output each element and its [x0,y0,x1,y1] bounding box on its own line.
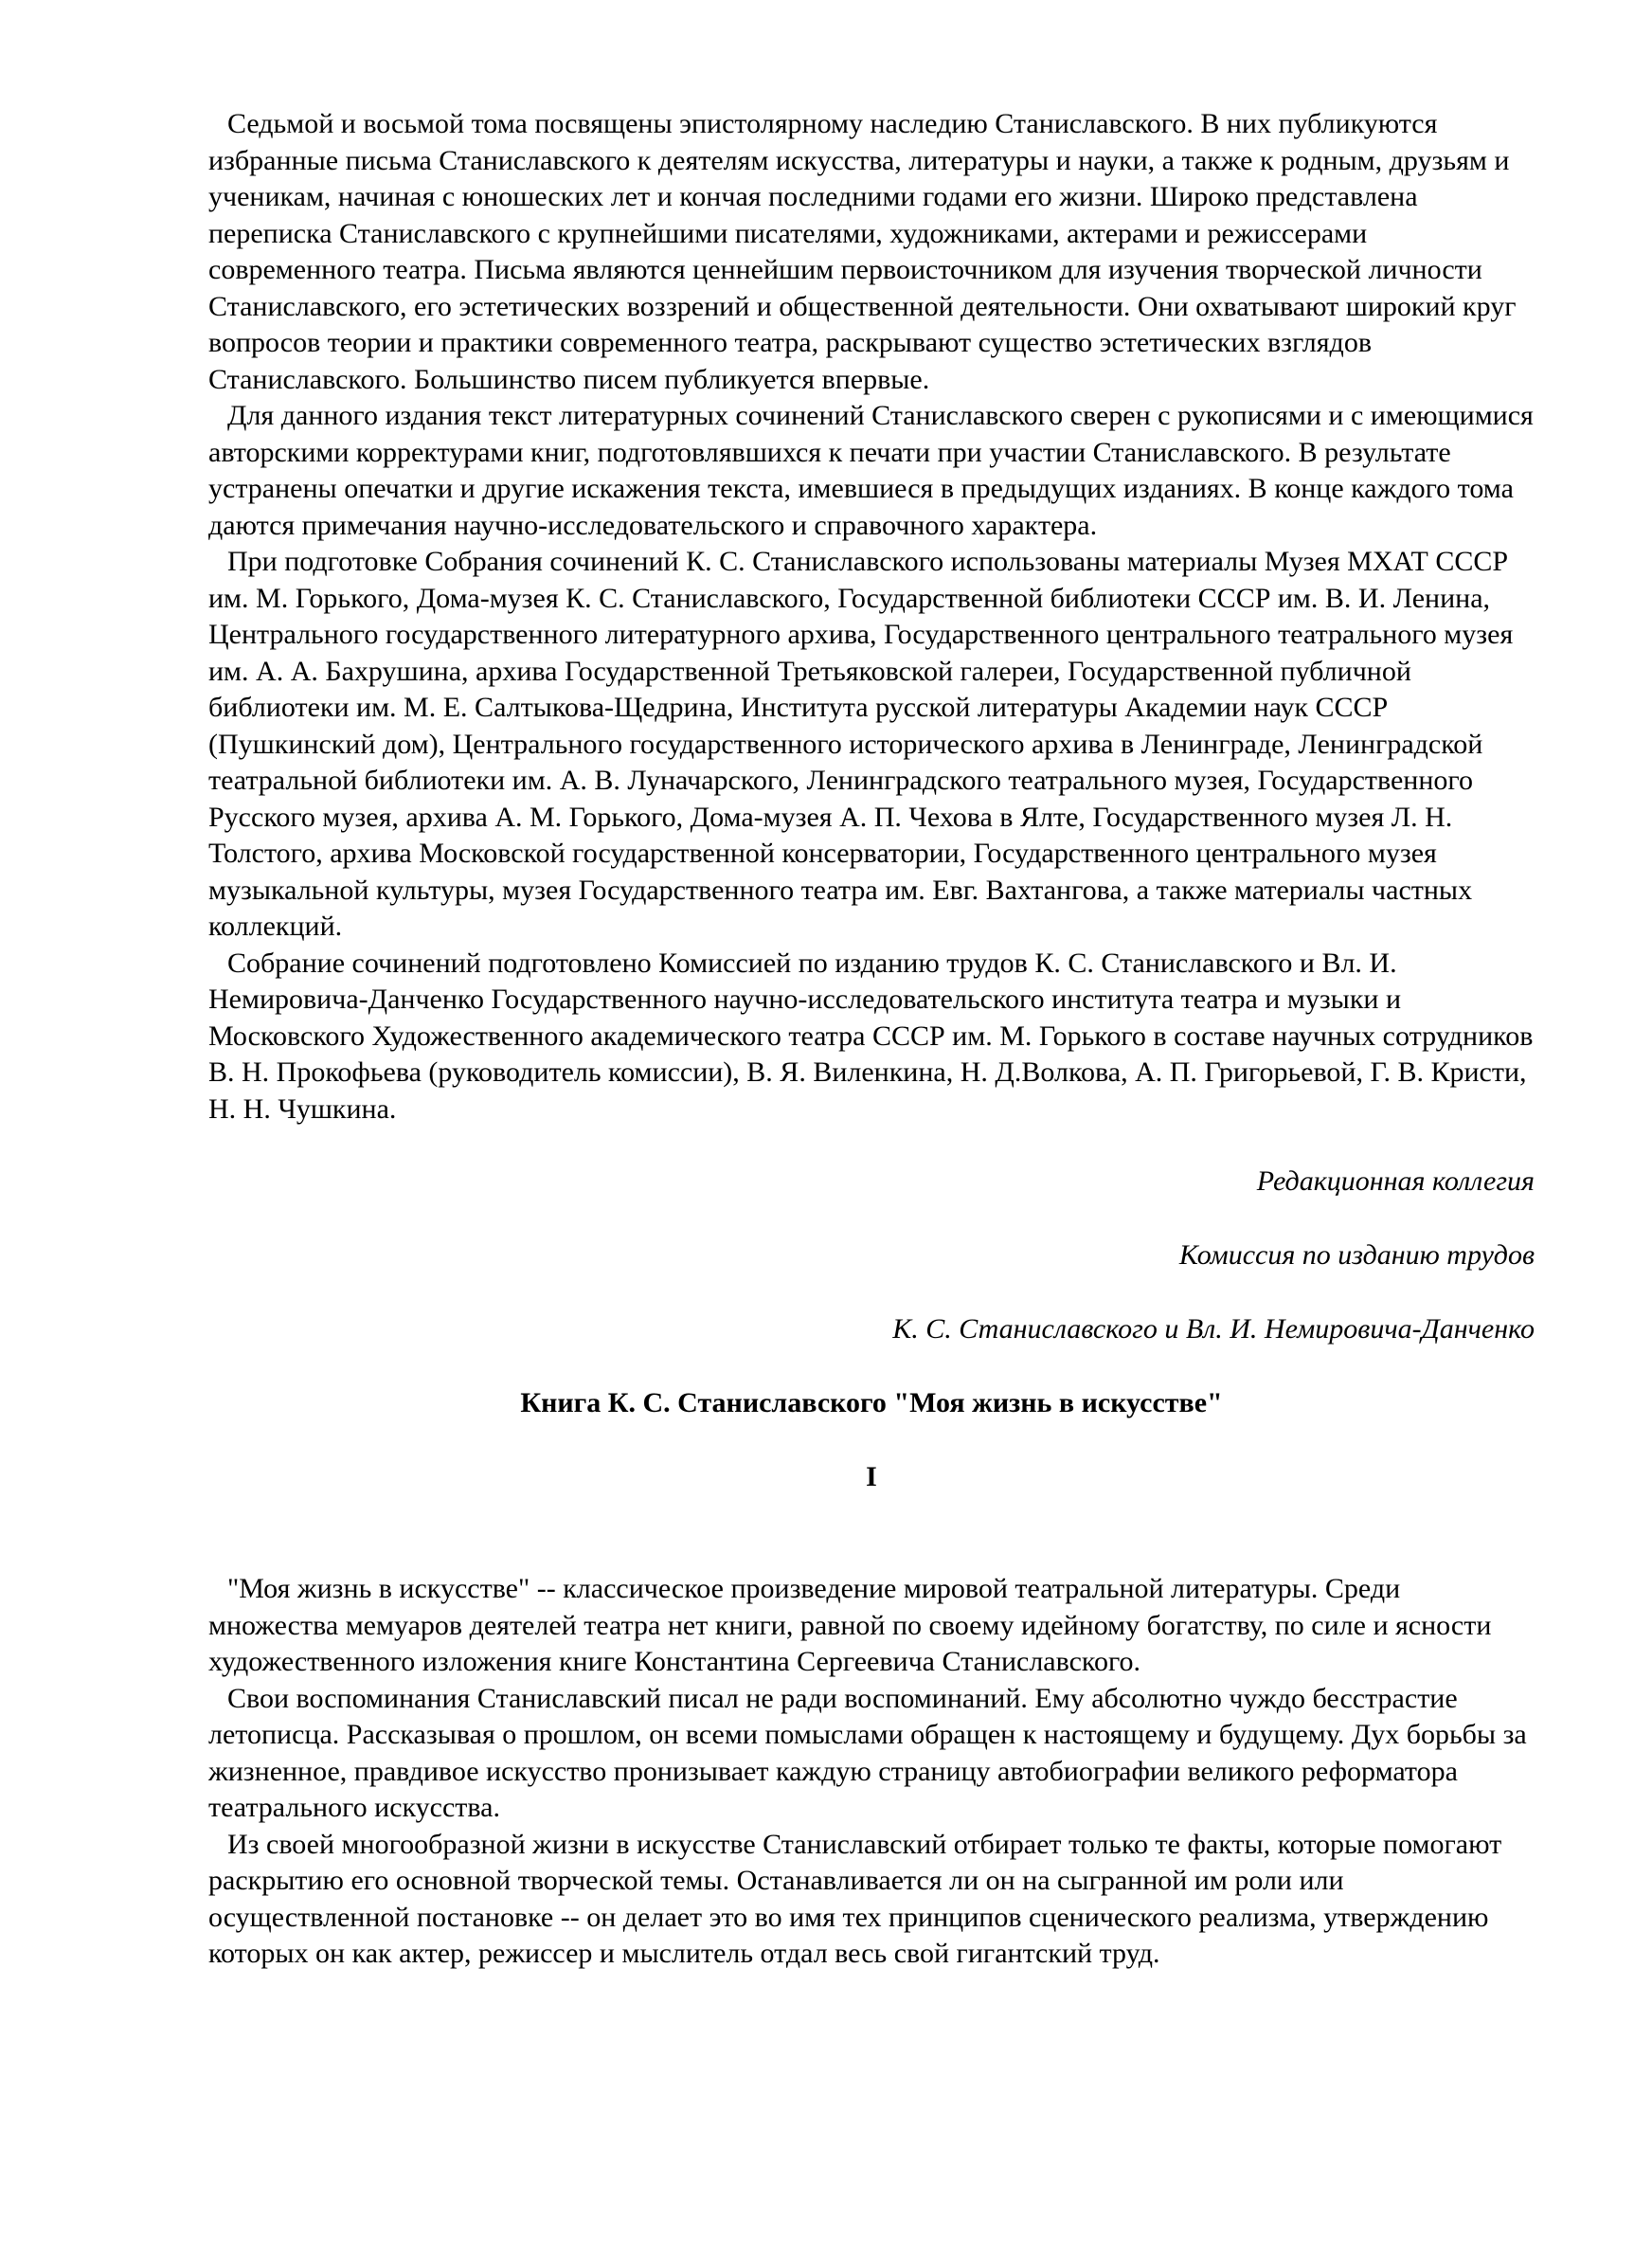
section-spacer [208,1495,1535,1571]
signature-commission: Комиссия по изданию трудов [1178,1239,1535,1271]
paragraph-text-verification: Для данного издания текст литературных сочинений Станиславского сверен с рукописями и с имеющимися авторскими корректурами книг, подготовлявшихся к печати при участии Станиславского. В результате устранены опечатки и другие искажения текста, имевшиеся в предыдущих изданиях. В конце каждого тома даются примечания научно-исследовательского и справочного характера. [208,400,1534,541]
paragraph-selected-facts: Из своей многообразной жизни в искусстве Станиславский отбирает только те факты, которые помогают раскрытию его основной творческой темы. Останавливается ли он на сыгранной им роли или осуществленной постановке -- он делает это во имя тех принципов сценического реализма, утверждению которых он как актер, режиссер и мыслитель отдал весь свой гигантский труд. [208,1828,1502,1969]
paragraph-letters-volumes: Седьмой и восьмой тома посвящены эпистолярному наследию Станиславского. В них публикуются избранные письма Станиславского к деятелям искусства, литературы и науки, а также к родным, друзьям и ученикам, начиная с юношеских лет и кончая последними годами его жизни. Широко представлена переписка Станиславского с крупнейшими писателями, художниками, актерами и режиссерами современного театра. Письма являются ценнейшим первоисточником для изучения творческой личности Станиславского, его эстетических воззрений и общественной деятельности. Они охватывают широкий круг вопросов теории и практики современного театра, раскрывают существо эстетических взглядов Станиславского. Большинство писем публикуется впервые. [208,108,1517,395]
paragraph-materials-sources: При подготовке Собрания сочинений К. С. Станиславского использованы материалы Музея МХАТ СССР им. М. Горького, Дома-музея К. С. Станиславского, Государственной библиотеки СССР им. В. И. Ленина, Центрального государственного литературного архива, Государственного центрального театрального музея им. А. А. Бахрушина, архива Государственной Третьяковской галереи, Государственной публичной библиотеки им. М. Е. Салтыкова-Щедрина, Института русской литературы Академии наук СССР (Пушкинский дом), Центрального государственного исторического архива в Ленинграде, Ленинградской театральной библиотеки им. А. В. Луначарского, Ленинградского театрального музея, Государственного Русского музея, архива А. М. Горького, Дома-музея А. П. Чехова в Ялте, Государственного музея Л. Н. Толстого, архива Московской государственной консерватории, Государственного центрального музея музыкальной культуры, музея Государственного театра им. Евг. Вахтангова, а также материалы частных коллекций. [208,546,1514,942]
document-page [208,106,1535,1973]
paragraph-memoirs: Свои воспоминания Станиславский писал не ради воспоминаний. Ему абсолютно чуждо бесстрастие летописца. Рассказывая о прошлом, он всеми помыслами обращен к настоящему и будущему. Дух борьбы за жизненное, правдивое искусство пронизывает каждую страницу автобиографии великого реформатора театрального искусства. [208,1682,1527,1823]
section-heading: Книга К. С. Станиславского "Моя жизнь в искусстве" [520,1387,1223,1418]
signature-names: К. С. Станиславского и Вл. И. Немировича-Данченко [892,1313,1535,1345]
paragraph-classic-work: "Моя жизнь в искусстве" -- классическое произведение мировой театральной литературы. Среди множества мемуаров деятелей театра нет книги, равной по своему идейному богатству, по силе и ясности художественного изложения книге Константина Сергеевича Станиславского. [208,1573,1492,1677]
section-number: I [866,1461,877,1492]
signature-editorial-board: Редакционная коллегия [1256,1165,1535,1197]
paragraph-commission: Собрание сочинений подготовлено Комиссией по изданию трудов К. С. Станиславского и Вл. И. Немировича-Данченко Государственного научно-исследовательского института театра и музыки и Московского Художественного академического театра СССР им. М. Горького в составе научных сотрудников В. Н. Прокофьева (руководитель комиссии), В. Я. Виленкина, Н. Д.Волкова, А. П. Григорьевой, Г. В. Кристи, Н. Н. Чушкина. [208,947,1534,1125]
